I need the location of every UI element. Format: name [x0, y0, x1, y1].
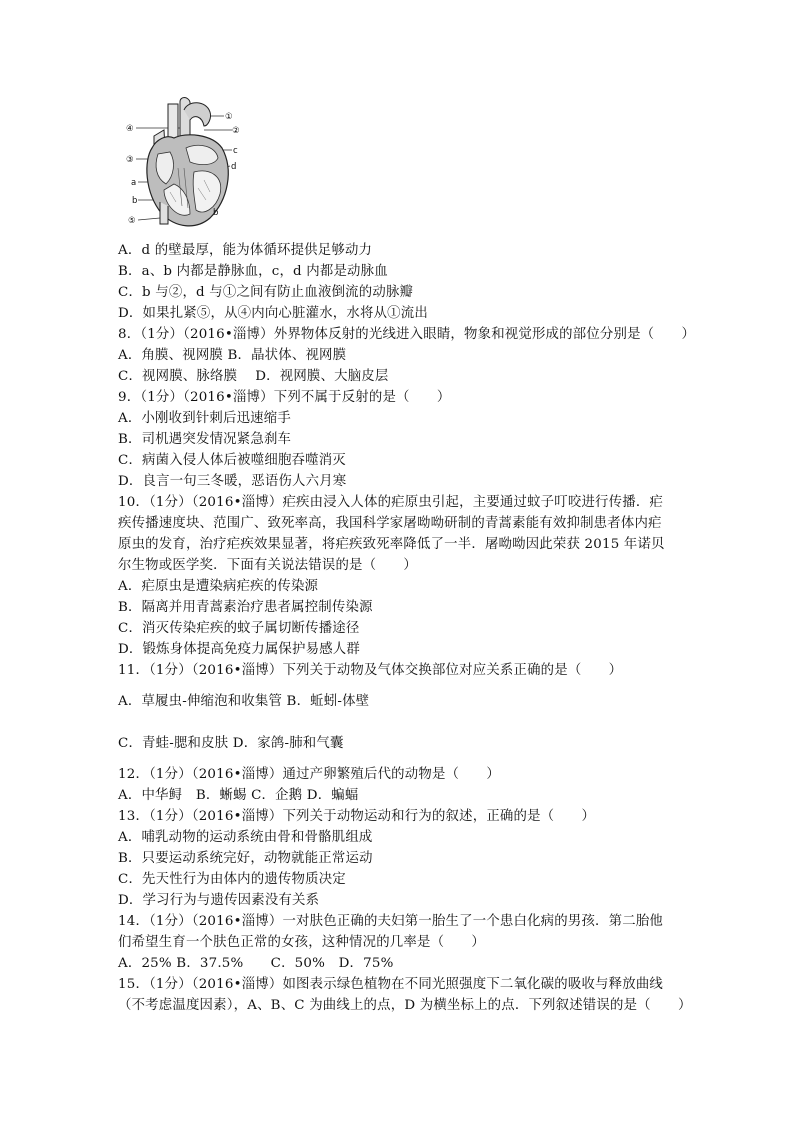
q9-option-d: D．良言一句三冬暖，恶语伤人六月寒 — [118, 474, 347, 489]
q10-option-c: C．消灭传染疟疾的蚊子属切断传播途径 — [118, 621, 360, 636]
q10-stem-4: 尔生物或医学奖．下面有关说法错误的是（ ） — [118, 558, 417, 573]
figure-label-3: ③ — [126, 155, 134, 165]
q8-options-cd: C．视网膜、脉络膜 D．视网膜、大脑皮层 — [118, 369, 389, 384]
q11-options-cd: C．青蛙-腮和皮肤 D．家鸽-肺和气囊 — [118, 736, 344, 751]
q11-stem: 11．（1分）（2016•淄博）下列关于动物及气体交换部位对应关系正确的是（ ） — [118, 663, 623, 678]
q13-stem: 13．（1分）（2016•淄博）下列关于动物运动和行为的叙述，正确的是（ ） — [118, 809, 596, 824]
q7-option-c: C．b 与②，d 与①之间有防止血液倒流的动脉瓣 — [118, 285, 414, 300]
figure-label-b-left: b — [132, 196, 138, 206]
q7-option-a: A．d 的壁最厚，能为体循环提供足够动力 — [118, 243, 373, 258]
q10-stem-3: 原虫的发育，治疗疟疾效果显著，将疟疾致死率降低了一半．屠呦呦因此荣获 2015 年诺贝 — [118, 537, 665, 552]
q15-stem-2: （不考虑温度因素），A、B、C 为曲线上的点，D 为横坐标上的点．下列叙述错误的是（ ） — [118, 998, 692, 1013]
figure-label-4: ④ — [126, 124, 134, 134]
q8-options-ab: A．角膜、视网膜 B．晶状体、视网膜 — [118, 348, 347, 363]
q13-option-a: A．哺乳动物的运动系统由骨和骨骼肌组成 — [118, 830, 373, 845]
q13-option-d: D．学习行为与遗传因素没有关系 — [118, 893, 320, 908]
q7-option-b: B．a、b 内都是静脉血，c，d 内都是动脉血 — [118, 264, 388, 279]
q13-option-c: C．先天性行为由体内的遗传物质决定 — [118, 872, 346, 887]
q7-option-d: D．如果扎紧⑤，从④内向心脏灌水，水将从①流出 — [118, 306, 428, 321]
q10-stem-2: 疾传播速度块、范围广、致死率高，我国科学家屠呦呦研制的青蒿素能有效抑制患者体内疟 — [118, 516, 662, 531]
q10-stem-1: 10．（1分）（2016•淄博）疟疾由浸入人体的疟原虫引起，主要通过蚊子叮咬进行传播．疟 — [118, 495, 663, 510]
q9-stem: 9．（1分）（2016•淄博）下列不属于反射的是（ ） — [118, 390, 451, 405]
heart-diagram — [124, 96, 252, 232]
figure-label-1: ① — [225, 112, 233, 122]
figure-label-2: ② — [232, 126, 240, 136]
figure-label-a: a — [131, 178, 137, 188]
q15-stem-1: 15．（1分）（2016•淄博）如图表示绿色植物在不同光照强度下二氧化碳的吸收与释放曲线 — [118, 977, 663, 992]
q9-option-c: C．病菌入侵人体后被噬细胞吞噬消灭 — [118, 453, 346, 468]
q13-option-b: B．只要运动系统完好，动物就能正常运动 — [118, 851, 373, 866]
q8-stem: 8．（1分）（2016•淄博）外界物体反射的光线进入眼睛，物象和视觉形成的部位分别是（ ） — [118, 327, 696, 342]
q10-option-b: B．隔离并用青蒿素治疗患者属控制传染源 — [118, 600, 373, 615]
figure-label-b: b — [213, 208, 219, 218]
figure-label-c: c — [233, 146, 238, 156]
q9-option-b: B．司机遇突发情况紧急刹车 — [118, 432, 292, 447]
q11-options-ab: A．草履虫-伸缩泡和收集管 B．蚯蚓-体壁 — [118, 694, 370, 709]
q14-options: A．25% B．37.5% C．50% D．75% — [118, 956, 394, 971]
figure-label-5: ⑤ — [128, 216, 136, 226]
q9-option-a: A．小刚收到针刺后迅速缩手 — [118, 411, 291, 426]
q10-option-d: D．锻炼身体提高免疫力属保护易感人群 — [118, 642, 360, 657]
figure-label-d: d — [231, 162, 237, 172]
q12-stem: 12．（1分）（2016•淄博）通过产卵繁殖后代的动物是（ ） — [118, 767, 500, 782]
q14-stem-1: 14．（1分）（2016•淄博）一对肤色正确的夫妇第一胎生了一个患白化病的男孩．第二胎他 — [118, 914, 663, 929]
q10-option-a: A．疟原虫是遭染病疟疾的传染源 — [118, 579, 319, 594]
q14-stem-2: 们希望生育一个肤色正常的女孩，这种情况的几率是（ ） — [118, 935, 485, 950]
q12-options: A．中华鲟 B．蜥蜴 C．企鹅 D．蝙蝠 — [118, 788, 359, 803]
